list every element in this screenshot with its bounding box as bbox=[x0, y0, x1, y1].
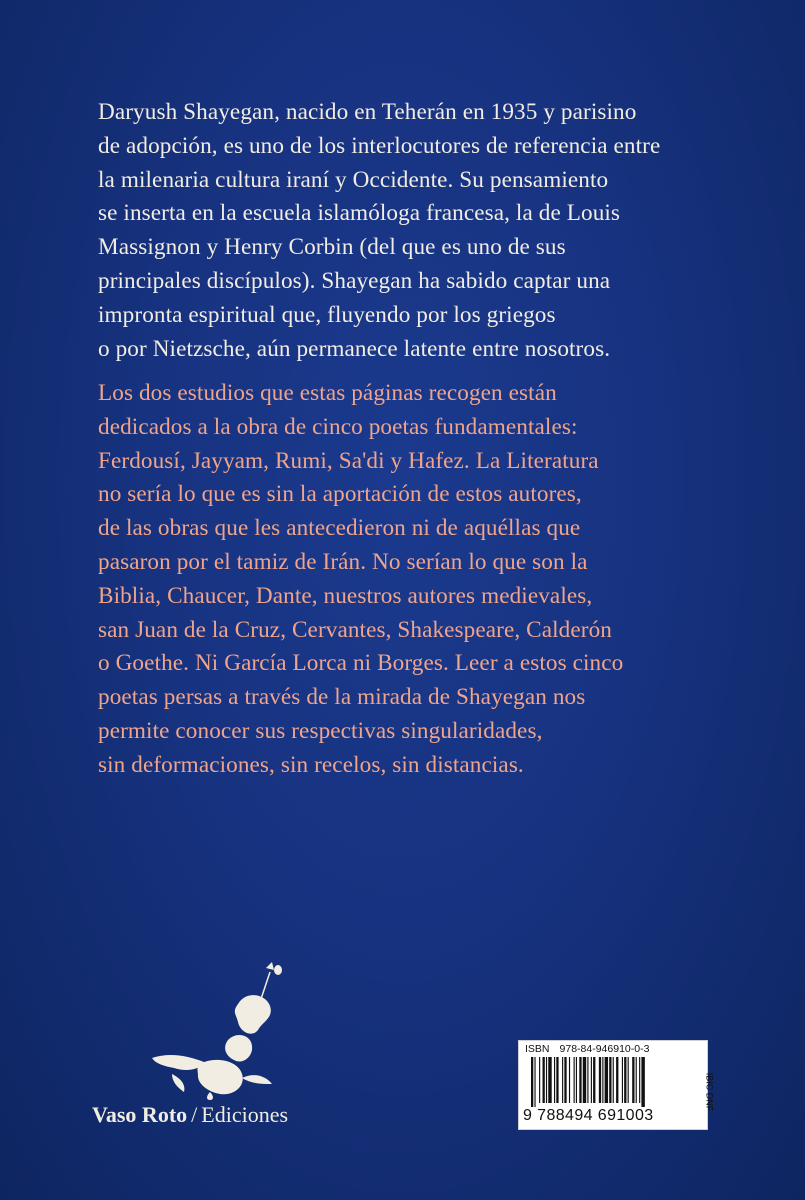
paragraph-line: no sería lo que es sin la aportación de estos autores, bbox=[98, 481, 582, 508]
barcode-bar bbox=[632, 1057, 634, 1103]
book-summary-paragraph bbox=[98, 377, 698, 783]
paragraph-line: pasaron por el tamiz de Irán. No serían lo que son la bbox=[98, 548, 588, 575]
barcode-bar bbox=[531, 1057, 533, 1107]
barcode-bar bbox=[569, 1057, 570, 1103]
paragraph-line: o Goethe. Ni García Lorca ni Borges. Leer a estos cinco bbox=[98, 650, 624, 677]
paragraph-line: Daryush Shayegan, nacido en Teherán en 1935 y parisino bbox=[98, 99, 637, 125]
classification-code: IBIC DNF bbox=[704, 1072, 715, 1112]
barcode-digits: 9 788494 691003 bbox=[523, 1107, 654, 1124]
figure-with-wings-logo-icon bbox=[142, 960, 302, 1100]
paragraph-line: principales discípulos). Shayegan ha sabido captar una bbox=[98, 267, 611, 294]
barcode-bar bbox=[616, 1057, 618, 1103]
publisher-logo bbox=[92, 960, 372, 1140]
barcode-bar bbox=[583, 1057, 586, 1103]
barcode-bar bbox=[628, 1057, 629, 1103]
paragraph-line: de adopción, es uno de los interlocutores de referencia entre bbox=[98, 132, 661, 159]
paragraph-line: permite conocer sus respectivas singularidades, bbox=[98, 717, 543, 744]
paragraph-line: san Juan de la Cruz, Cervantes, Shakespeare, Calderón bbox=[98, 616, 612, 643]
barcode-bar bbox=[539, 1057, 540, 1103]
barcode-bar bbox=[564, 1057, 566, 1103]
paragraph-line: se inserta en la escuela islamóloga francesa, la de Louis bbox=[98, 200, 621, 227]
paragraph-line: impronta espiritual que, fluyendo por los griegos bbox=[98, 301, 556, 328]
barcode-bar bbox=[639, 1057, 640, 1103]
isbn-barcode bbox=[518, 1040, 715, 1130]
barcode-bar bbox=[587, 1057, 588, 1103]
barcode-bar bbox=[556, 1057, 558, 1103]
barcode-bar bbox=[591, 1057, 592, 1103]
paragraph-line: Los dos estudios que estas páginas recogen están bbox=[98, 380, 557, 406]
barcode-bar bbox=[574, 1057, 575, 1103]
barcode-bar bbox=[576, 1057, 577, 1103]
paragraph-line: Massignon y Henry Corbin (del que es uno de sus bbox=[98, 234, 566, 261]
barcode-bar bbox=[554, 1057, 555, 1103]
paragraph-line: la milenaria cultura iraní y Occidente. Su pensamiento bbox=[98, 166, 609, 193]
isbn-number: 978-84-946910-0-3 bbox=[559, 1043, 650, 1055]
paragraph-line: Biblia, Chaucer, Dante, nuestros autores medievales, bbox=[98, 582, 593, 609]
barcode-bar bbox=[609, 1057, 611, 1103]
publisher-name bbox=[92, 1102, 288, 1128]
paragraph-line: poetas persas a través de la mirada de Shayegan nos bbox=[98, 684, 586, 711]
paragraph-line: Ferdousí, Jayyam, Rumi, Sa'di y Hafez. La Literatura bbox=[98, 447, 599, 474]
barcode-bar bbox=[641, 1057, 644, 1107]
barcode-bar bbox=[624, 1057, 626, 1103]
publisher-slash: / bbox=[191, 1102, 198, 1127]
barcode-bar bbox=[579, 1057, 581, 1103]
author-description-paragraph bbox=[98, 96, 698, 366]
paragraph-line: de las obras que les antecedieron ni de aquéllas que bbox=[98, 515, 581, 542]
barcode-bar bbox=[534, 1057, 535, 1107]
barcode-bars-icon bbox=[525, 1057, 687, 1107]
paragraph-line: o por Nietzsche, aún permanece latente entre nosotros. bbox=[98, 335, 611, 362]
barcode-bar bbox=[593, 1057, 595, 1103]
paragraph-line: dedicados a la obra de cinco poetas fundamentales: bbox=[98, 413, 578, 440]
barcode-bar bbox=[543, 1057, 545, 1103]
barcode-bar bbox=[605, 1057, 608, 1103]
barcode-bar bbox=[546, 1057, 547, 1103]
paragraph-line: sin deformaciones, sin recelos, sin distancias. bbox=[98, 751, 524, 778]
isbn-label bbox=[525, 1043, 649, 1055]
barcode-bar bbox=[599, 1057, 601, 1103]
publisher-brand: Vaso Roto bbox=[92, 1102, 188, 1127]
barcode-bar bbox=[613, 1057, 614, 1103]
publisher-imprint: Ediciones bbox=[201, 1102, 289, 1127]
barcode-bar bbox=[622, 1057, 623, 1103]
barcode-bar bbox=[636, 1057, 637, 1103]
barcode-bar bbox=[548, 1057, 551, 1103]
barcode-bar bbox=[562, 1057, 563, 1103]
barcode-bar bbox=[602, 1057, 603, 1103]
isbn-prefix: ISBN bbox=[525, 1043, 550, 1055]
